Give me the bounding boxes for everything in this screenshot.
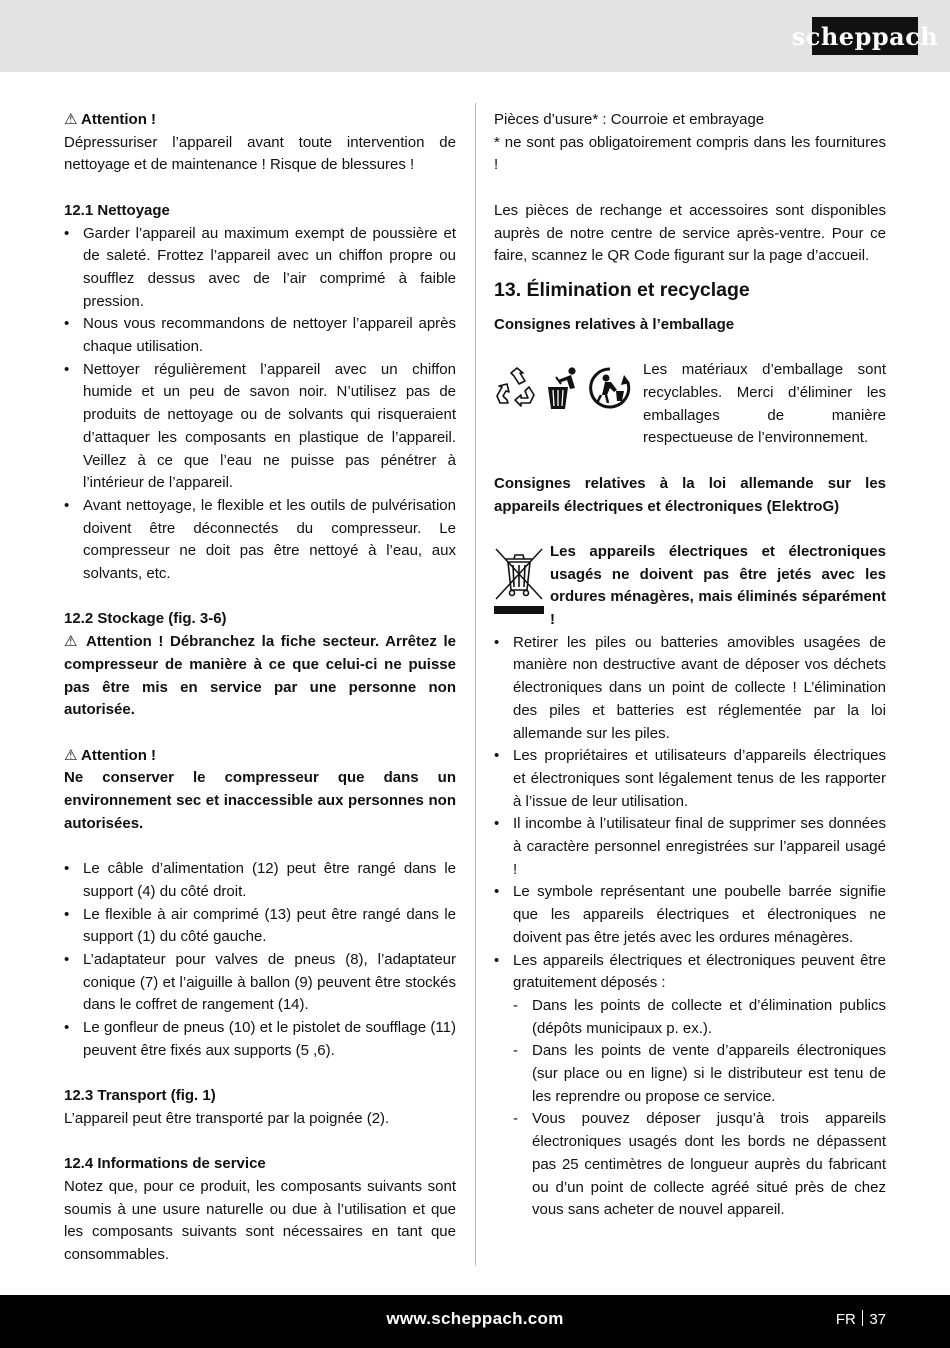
- elektrog-heading: Consignes relatives à la loi allemande sur les appareils électriques et électroniques (ElektroG): [494, 474, 886, 515]
- separator: [862, 1310, 864, 1326]
- tidyman-icon: [542, 365, 584, 419]
- section-12-1-heading: 12.1 Nettoyage: [64, 201, 170, 219]
- list-item: • Le gonfleur de pneus (10) et le pistolet de soufflage (11) peuvent être fixés aux supports (5 ,6).: [64, 1017, 456, 1062]
- right-column: [494, 109, 886, 1222]
- wear-parts: Pièces d’usure* : Courroie et embrayage: [494, 111, 765, 128]
- brand-name: scheppach: [791, 21, 939, 51]
- column-divider: [475, 103, 476, 1266]
- page-number: [836, 1310, 886, 1328]
- dropoff-sublist: [513, 995, 886, 1222]
- list-item: • L’adaptateur pour valves de pneus (8), l’adaptateur conique (7) et l’aiguille à ballon (9) peuvent être stockés dans le coffret de rangement (14).: [64, 949, 456, 1017]
- weee-block: [494, 541, 886, 632]
- recycle-person-icon: [586, 365, 634, 419]
- section-12-3-heading: 12.3 Transport (fig. 1): [64, 1087, 216, 1105]
- spare-parts-text: Les pièces de rechange et accessoires sont disponibles auprès de notre centre de service après-ventre. Pour ce faire, scannez le QR Code figurant sur la page d’accueil.: [494, 201, 886, 265]
- service-text: Notez que, pour ce produit, les composants suivants sont soumis à une usure naturelle ou due à l’utilisation et que les composants suivants sont nécessaires en tant que consommables.: [64, 1177, 456, 1264]
- cleaning-list: [64, 223, 456, 586]
- storage-warning: ⚠ Attention ! Débranchez la fiche secteur. Arrêtez le compresseur de manière à ce que celui-ci ne puisse pas être mis en service par une personne non autorisée.: [64, 633, 456, 719]
- page-number-value: 37: [869, 1311, 886, 1328]
- packaging-heading: Consignes relatives à l’emballage: [494, 315, 735, 333]
- list-item: • Avant nettoyage, le flexible et les outils de pulvérisation doivent être déconnectés du compresseur. Le compresseur ne doit pas être nettoyé à l’eau, aux solvants, etc.: [64, 495, 456, 586]
- list-item-text: Les appareils électriques et électroniques peuvent être gratuitement déposés :: [513, 951, 886, 992]
- list-item: • Le flexible à air comprimé (13) peut être rangé dans le support (1) du côté gauche.: [64, 904, 456, 949]
- recycle-icon: [494, 365, 540, 419]
- section-12-4-heading: 12.4 Informations de service: [64, 1155, 266, 1173]
- list-item: • Garder l’appareil au maximum exempt de poussière et de saleté. Frottez l’appareil avec un chiffon propre ou soufflez dessus avec de l’air comprimé à faible pression.: [64, 223, 456, 314]
- attention-title: ⚠ Attention !: [64, 111, 157, 128]
- list-item: • Les propriétaires et utilisateurs d’appareils électriques et électroniques sont légalement tenus de les rapporter à l’issue de leur utilisation.: [494, 745, 886, 813]
- footer-bar: [0, 1295, 950, 1348]
- list-item: [494, 950, 886, 1222]
- language-code: FR: [835, 1311, 856, 1328]
- transport-text: L’appareil peut être transporté par la poignée (2).: [64, 1109, 390, 1127]
- left-column: [64, 109, 456, 1267]
- section-13-heading: 13. Élimination et recyclage: [494, 278, 750, 301]
- sub-list-item: - Dans les points de vente d’appareils électroniques (sur place ou en ligne) si le distributeur est tenu de les reprendre ou propose ce service.: [513, 1040, 886, 1108]
- header-bar: [0, 0, 950, 72]
- attention-text: Dépressuriser l’appareil avant toute intervention de nettoyage et de maintenance ! Risque de blessures !: [64, 133, 456, 174]
- list-item: • Nettoyer régulièrement l’appareil avec un chiffon humide et un peu de savon noir. N’utilisez pas de produits de nettoyage ou de solvants qui risqueraient d’attaquer les composants en plastique de l’appareil. Veillez à ce que l’eau ne puisse pas pénétrer à l’intérieur de l’appareil.: [64, 359, 456, 495]
- weee-text: Les appareils électriques et électroniques usagés ne doivent pas être jetés avec les ordures ménagères, mais éliminés séparément !: [550, 542, 886, 628]
- crossed-bin-icon: [494, 543, 550, 625]
- wear-note: * ne sont pas obligatoirement compris dans les fournitures !: [494, 133, 886, 174]
- storage-list: [64, 858, 456, 1062]
- list-item: • Le symbole représentant une poubelle barrée signifie que les appareils électriques et électroniques ne doivent pas être jetés avec les ordures ménagères.: [494, 881, 886, 949]
- list-item: • Il incombe à l’utilisateur final de supprimer ses données à caractère personnel enregistrées sur l’appareil usagé !: [494, 813, 886, 881]
- section-12-2-heading: 12.2 Stockage (fig. 3-6): [64, 610, 227, 628]
- attention-text: Ne conserver le compresseur que dans un environnement sec et inaccessible aux personnes non autorisées.: [64, 769, 456, 832]
- disposal-list: [494, 632, 886, 1222]
- brand-logo: [791, 17, 939, 55]
- packaging-text: Les matériaux d’emballage sont recyclables. Merci d’éliminer les emballages de manière respectueuse de l’environnement.: [643, 361, 886, 447]
- packaging-icons: [494, 365, 643, 419]
- sub-list-item: - Dans les points de collecte et d’élimination publics (dépôts municipaux p. ex.).: [513, 995, 886, 1040]
- sub-list-item: - Vous pouvez déposer jusqu’à trois appareils électroniques usagés dont les bords ne dépassent pas 25 centimètres de longueur auprès du fabricant ou d’un point de collecte agréé situé près de chez vous sans acheter de nouvel appareil.: [513, 1108, 886, 1222]
- attention-title: ⚠ Attention !: [64, 746, 157, 764]
- website-link[interactable]: www.scheppach.com: [386, 1309, 564, 1328]
- packaging-block: [494, 359, 886, 450]
- list-item: • Le câble d’alimentation (12) peut être rangé dans le support (4) du côté droit.: [64, 858, 456, 903]
- list-item: • Nous vous recommandons de nettoyer l’appareil après chaque utilisation.: [64, 313, 456, 358]
- list-item: • Retirer les piles ou batteries amovibles usagées de manière non destructive avant de déposer vos déchets électroniques dans un point de collecte ! L’élimination des piles et batteries est réglementée par la loi allemande sur les piles.: [494, 632, 886, 746]
